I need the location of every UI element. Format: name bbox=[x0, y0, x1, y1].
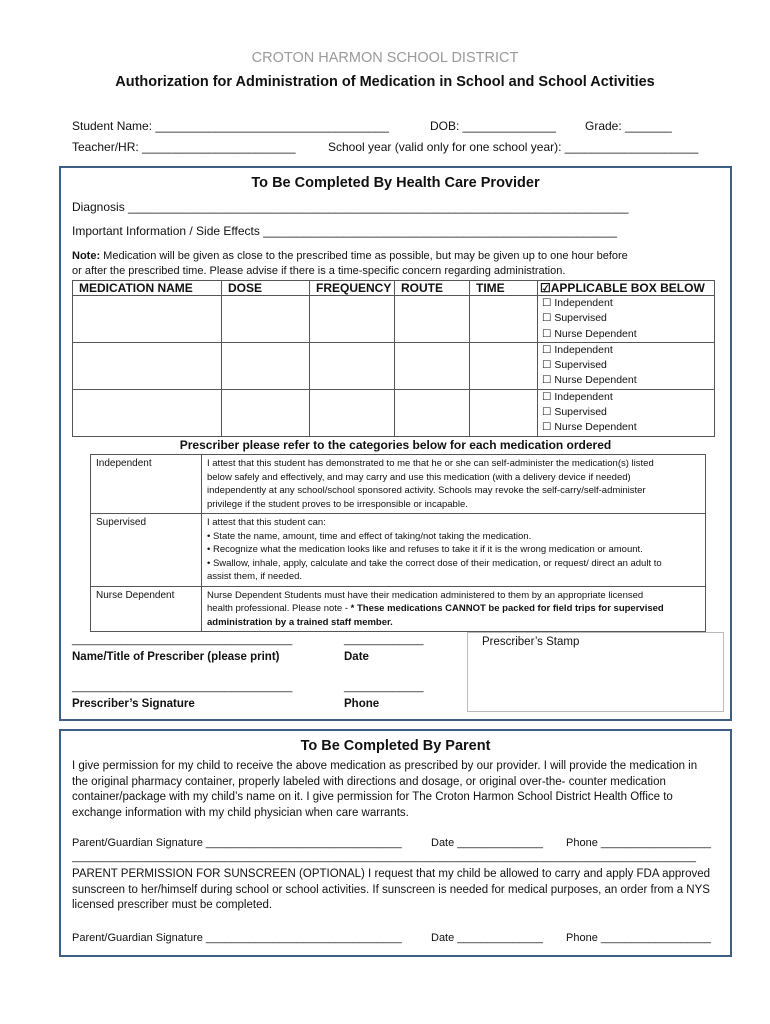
parent-section bbox=[59, 729, 732, 957]
date-line[interactable]: _____________ bbox=[344, 634, 424, 646]
grade-field[interactable]: Grade: _______ bbox=[585, 119, 672, 133]
time-cell[interactable] bbox=[470, 389, 538, 436]
col-applicable-label: APPLICABLE BOX BELOW bbox=[550, 281, 705, 295]
checkbox-independent[interactable]: ☐ Independent bbox=[542, 390, 613, 403]
checkbox-icon: ☐ bbox=[542, 359, 552, 372]
category-row-independent bbox=[91, 455, 706, 514]
header-check-icon: ☑ bbox=[540, 281, 551, 295]
prescriber-stamp-box[interactable] bbox=[467, 632, 724, 712]
school-year-field[interactable]: School year (valid only for one school year): ____________________ bbox=[328, 140, 699, 154]
checkbox-icon: ☐ bbox=[542, 374, 552, 387]
category-label: Supervised bbox=[91, 514, 202, 587]
medication-name-cell[interactable] bbox=[73, 296, 222, 343]
note-text bbox=[72, 250, 628, 262]
route-cell[interactable] bbox=[395, 296, 470, 343]
medication-table-header bbox=[73, 281, 715, 296]
col-frequency: FREQUENCY bbox=[310, 281, 395, 296]
checkbox-icon: ☐ bbox=[542, 390, 552, 403]
phone-label: Phone bbox=[344, 698, 380, 710]
category-row-supervised bbox=[91, 514, 706, 587]
medication-row bbox=[73, 342, 715, 389]
medication-row bbox=[73, 296, 715, 343]
col-route: ROUTE bbox=[395, 281, 470, 296]
teacher-field[interactable]: Teacher/HR: _______________________ bbox=[72, 140, 296, 154]
checkbox-independent[interactable]: ☐ Independent bbox=[542, 297, 613, 309]
category-table bbox=[90, 454, 706, 632]
category-label: Nurse Dependent bbox=[91, 586, 202, 632]
medication-name-cell[interactable] bbox=[73, 342, 222, 389]
checkbox-supervised[interactable]: ☐ Supervised bbox=[542, 406, 607, 419]
prescriber-name-label: Name/Title of Prescriber (please print) bbox=[72, 651, 280, 663]
checkbox-icon: ☐ bbox=[542, 421, 552, 434]
note-line-1: Medication will be given as close to the prescribed time as possible, but may be given up to one hour before bbox=[100, 250, 628, 262]
note-label: Note: bbox=[72, 250, 101, 262]
category-row-nurse-dependent bbox=[91, 586, 706, 632]
dob-field[interactable]: DOB: ______________ bbox=[430, 119, 557, 133]
route-cell[interactable] bbox=[395, 389, 470, 436]
medication-table bbox=[72, 280, 715, 437]
dose-cell[interactable] bbox=[222, 389, 310, 436]
medication-row bbox=[73, 389, 715, 436]
applicable-cell bbox=[538, 342, 715, 389]
prescriber-signature-line[interactable]: ____________________________________ bbox=[72, 681, 293, 693]
time-cell[interactable] bbox=[470, 342, 538, 389]
section-divider: ______________________________________________________________________________________________________ bbox=[72, 851, 697, 863]
checkbox-nurse-dependent[interactable]: ☐ Nurse Dependent bbox=[542, 421, 637, 434]
category-description: Nurse Dependent Students must have their medication administered to them by an appropriate licensed health professional. Please note - * These medications CANNOT be packed for field trips for supervised administration by a trained staff member. bbox=[202, 586, 706, 632]
prescriber-signature-label: Prescriber’s Signature bbox=[72, 698, 195, 710]
col-time: TIME bbox=[470, 281, 538, 296]
parent-date-field-1[interactable]: Date ______________ bbox=[431, 837, 543, 849]
checkbox-nurse-dependent[interactable]: ☐ Nurse Dependent bbox=[542, 374, 637, 387]
side-effects-field[interactable]: Important Information / Side Effects _____________________________________________________ bbox=[72, 224, 617, 238]
sunscreen-permission-text: PARENT PERMISSION FOR SUNSCREEN (OPTIONAL) I request that my child be allowed to carry and apply FDA approved sunscreen to her/himself during school or school activities. If sunscreen is needed for medical purposes, an order from a NYS licensed prescriber must be completed. bbox=[72, 868, 711, 911]
checkbox-icon: ☐ bbox=[542, 327, 552, 340]
checkbox-icon: ☐ bbox=[542, 297, 552, 309]
form-title: Authorization for Administration of Medication in School and School Activities bbox=[115, 74, 655, 90]
checkbox-icon: ☐ bbox=[542, 312, 552, 325]
parent-permission-text: I give permission for my child to receive the above medication as prescribed by our provider. I will provide the medication in the original pharmacy container, properly labeled with directions and dosage, or original over-the- counter medication container/package with my child’s name on it. I give permission for The Croton Harmon School District Health Office to exchange information with my child physician when care warrants. bbox=[72, 760, 698, 819]
parent-signature-field-2[interactable]: Parent/Guardian Signature ________________________________ bbox=[72, 932, 402, 944]
parent-date-field-2[interactable]: Date ______________ bbox=[431, 932, 543, 944]
frequency-cell[interactable] bbox=[310, 389, 395, 436]
col-applicable bbox=[538, 281, 715, 296]
parent-signature-field-1[interactable]: Parent/Guardian Signature ________________________________ bbox=[72, 837, 402, 849]
checkbox-nurse-dependent[interactable]: ☐ Nurse Dependent bbox=[542, 327, 637, 340]
checkbox-icon: ☐ bbox=[542, 343, 552, 356]
applicable-cell bbox=[538, 296, 715, 343]
checkbox-independent[interactable]: ☐ Independent bbox=[542, 343, 613, 356]
frequency-cell[interactable] bbox=[310, 296, 395, 343]
provider-section bbox=[59, 166, 732, 721]
prescriber-stamp-label: Prescriber’s Stamp bbox=[482, 636, 580, 648]
parent-phone-field-1[interactable]: Phone __________________ bbox=[566, 837, 711, 849]
dose-cell[interactable] bbox=[222, 296, 310, 343]
note-line-2: or after the prescribed time. Please advise if there is a time-specific concern regarding administration. bbox=[72, 265, 566, 277]
diagnosis-field[interactable]: Diagnosis ___________________________________________________________________________ bbox=[72, 200, 629, 214]
frequency-cell[interactable] bbox=[310, 342, 395, 389]
student-name-field[interactable]: Student Name: ___________________________________ bbox=[72, 119, 389, 133]
phone-line[interactable]: _____________ bbox=[344, 681, 424, 693]
parent-section-title: To Be Completed By Parent bbox=[300, 738, 491, 754]
district-name: CROTON HARMON SCHOOL DISTRICT bbox=[251, 50, 519, 66]
date-label: Date bbox=[344, 651, 369, 663]
applicable-cell bbox=[538, 389, 715, 436]
category-description: I attest that this student can: • State the name, amount, time and effect of taking/not taking the medication. • Recognize what the medication looks like and refuses to take it if it is the wrong medication or amount. • Swallow, inhale, apply, calculate and take the correct dose of their medication, or request/ direct an adult to assist them, if needed. bbox=[202, 514, 706, 587]
category-description: I attest that this student has demonstrated to me that he or she can self-administer the medication(s) listed below safely and effectively, and may carry and use this medication (with a delivery device if needed) independently at any school/school sponsored activity. Schools may revoke the self-carry/self-administer privilege if the student proves to be irresponsible or incapable. bbox=[202, 455, 706, 514]
dose-cell[interactable] bbox=[222, 342, 310, 389]
parent-phone-field-2[interactable]: Phone __________________ bbox=[566, 932, 711, 944]
checkbox-icon: ☐ bbox=[542, 406, 552, 419]
time-cell[interactable] bbox=[470, 296, 538, 343]
route-cell[interactable] bbox=[395, 342, 470, 389]
medication-name-cell[interactable] bbox=[73, 389, 222, 436]
col-dose: DOSE bbox=[222, 281, 310, 296]
checkbox-supervised[interactable]: ☐ Supervised bbox=[542, 312, 607, 325]
checkbox-supervised[interactable]: ☐ Supervised bbox=[542, 359, 607, 372]
category-heading: Prescriber please refer to the categories below for each medication ordered bbox=[179, 438, 612, 452]
category-label: Independent bbox=[91, 455, 202, 514]
provider-section-title: To Be Completed By Health Care Provider bbox=[251, 175, 540, 191]
prescriber-name-line[interactable]: ____________________________________ bbox=[72, 634, 293, 646]
col-medication-name: MEDICATION NAME bbox=[73, 281, 222, 296]
